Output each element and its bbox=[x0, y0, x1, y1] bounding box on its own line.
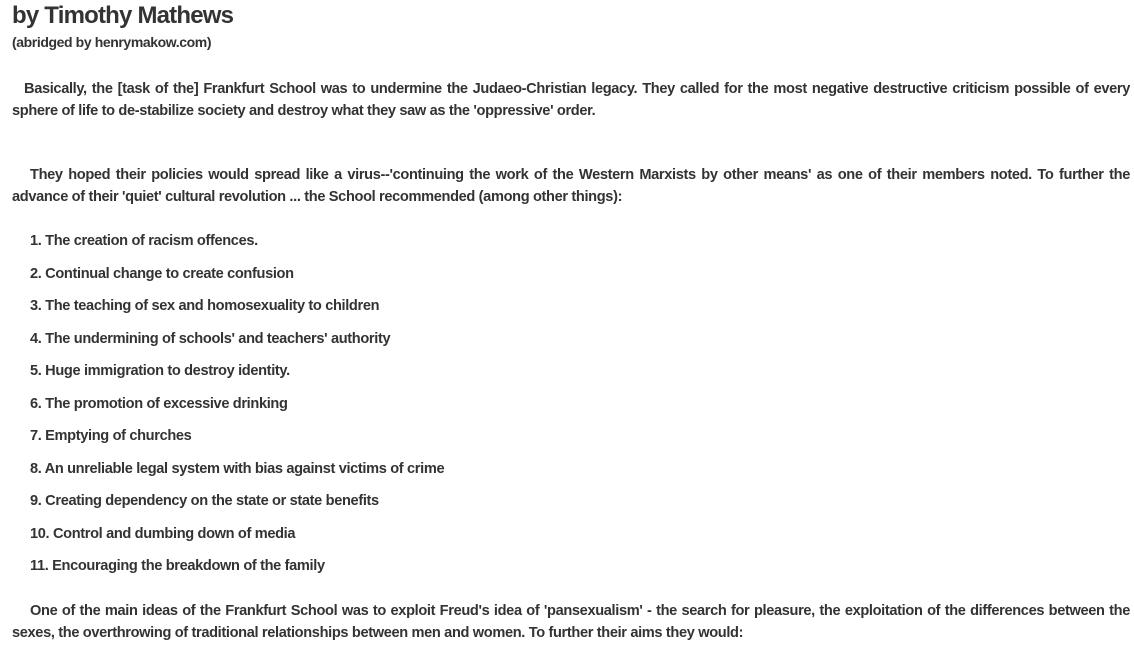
list-item: 7. Emptying of churches bbox=[30, 428, 192, 444]
list-item: 3. The teaching of sex and homosexuality to children bbox=[30, 298, 380, 314]
list-item: 2. Continual change to create confusion bbox=[30, 265, 294, 282]
recommendations-list bbox=[30, 230, 444, 588]
list-item: 10. Control and dumbing down of media bbox=[30, 525, 296, 542]
list-item: 11. Encouraging the breakdown of the family bbox=[30, 558, 325, 574]
paragraph-pansexualism: One of the main ideas of the Frankfurt School was to exploit Freud's idea of 'pansexualism' - the search for pleasure, the exploitation of the differences between the sexes, the overthrowing of traditional relationships between men and women. To further their aims they would: bbox=[12, 603, 1130, 641]
list-item: 4. The undermining of schools' and teachers' authority bbox=[30, 330, 391, 347]
paragraph-intro: Basically, the [task of the] Frankfurt School was to undermine the Judaeo-Christian legacy. They called for the most negative destructive criticism possible of every sphere of life to de-stabilize society and destroy what they saw as the 'oppressive' order. bbox=[12, 81, 1130, 119]
list-item: 9. Creating dependency on the state or state benefits bbox=[30, 493, 379, 509]
paragraph-recommendations: They hoped their policies would spread like a virus--'continuing the work of the Western Marxists by other means' as one of their members noted. To further the advance of their 'quiet' cultural revolution ... the School recommended (among other things): bbox=[12, 167, 1130, 205]
list-item: 8. An unreliable legal system with bias against victims of crime bbox=[30, 460, 445, 477]
list-item: 1. The creation of racism offences. bbox=[30, 233, 258, 249]
article-byline: by Timothy Mathews bbox=[12, 2, 234, 29]
list-item: 5. Huge immigration to destroy identity. bbox=[30, 363, 290, 379]
article-source-note: (abridged by henrymakow.com) bbox=[12, 34, 212, 50]
list-item: 6. The promotion of excessive drinking bbox=[30, 395, 288, 412]
